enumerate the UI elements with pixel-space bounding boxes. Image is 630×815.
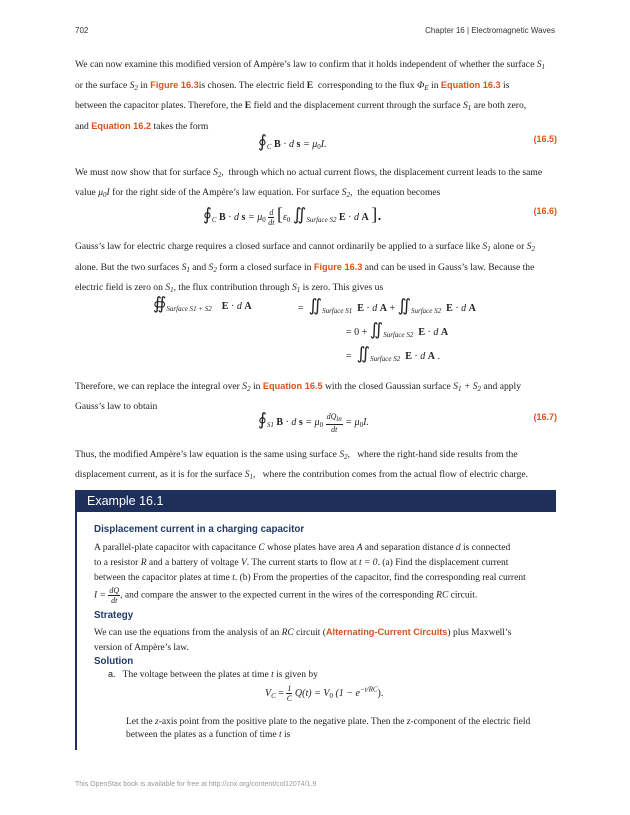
link-figure-16-3-b[interactable]: Figure 16.3 (313, 262, 363, 272)
equation-16-6: $∮_C$ B · d $s = \mu_0$ $\frac{d}{dt} [\varepsilon_0$ $∬_{Surface S2}$ E · d A ]. (16.6) (203, 204, 557, 228)
link-figure-16-3[interactable]: Figure 16.3 (150, 80, 199, 90)
page-number: 702 (75, 26, 89, 35)
voltage-equation: $V_C$ = $\frac{1}{C} Q(t) = V_0$ $(1 - e^{-t/RC})$. (265, 684, 384, 703)
strategy-heading: Strategy (94, 610, 134, 621)
equation-number: (16.7) (533, 412, 557, 422)
link-equation-16-5[interactable]: Equation 16.5 (262, 381, 323, 391)
equation-16-7: $∮_{S1}$ B · d $s = \mu_0$ $\frac{\text{dQin}}{dt} = \mu_0I$. (16.7) (258, 410, 557, 434)
example-side-rule (75, 512, 77, 750)
paragraph-3: Gauss’s law for electric charge requires a closed surface and cannot ordinarily be applied to a surface like $S_1$ alone or $S_2$ alone. But the two surfaces $S_1$ and $S_2$ form a closed surface in Figure 16.3 and can be used in Gauss’s law. Because the electric field is zero on $S_1$, the flux contribution through $S_1$ is zero. This gives us (75, 241, 535, 294)
paragraph-2: We must now show that for surface $S_2$, through which no actual current flows, the displacement current leads to the same value $\mu_0I$ for the right side of the Ampère’s law equation. For surface $S_2$, the equation becomes (75, 167, 543, 199)
example-problem: A parallel-plate capacitor with capacitance C whose plates have area A and separation distance d is connected to a resistor R and a battery of voltage V. The current starts to flow at t = 0. (a) Find the displacement current between the capacitor plates at time t. (b) From the properties of the capacitor, find the corresponding real current I = $\frac{dQ}{dt}$, and compare the answer to the expected current in the wires of the corresponding RC circuit. (94, 543, 526, 605)
strategy-text: We can use the equations from the analysis of an RC circuit (Alternating-Current Circuits) plus Maxwell’s version of Ampère’s law. (94, 627, 512, 653)
link-alternating-current-circuits[interactable]: Alternating-Current Circuits (325, 627, 448, 637)
example-title: Displacement current in a charging capacitor (94, 524, 305, 535)
solution-part-a-continued: Let the z-axis point from the positive plate to the negative plate. Then the z-component of the electric field between the plates as a function of time t is (126, 717, 531, 740)
gauss-equation-block: $∯_{Surface S1}$ $_{+ S2}$ E · d A = $∬_{Surface S1}$ E · d $A + ∬_{Surface S2}$ E · d A = $0 + ∬_{Surface S2}$ E · d A = $∬_{Surface S2}$ E · d A . (153, 294, 476, 363)
solution-part-a: a. The voltage between the plates at time t is given by (108, 669, 318, 680)
example-banner: Example 16.1 (75, 490, 556, 512)
paragraph-5: Thus, the modified Ampère’s law equation is the same using surface $S_2$, where the right-hand side results from the displacement current, as it is for the surface $S_1$, where the contribution comes from the actual flow of electric charge. (75, 449, 529, 481)
paragraph-1: We can now examine this modified version of Ampère’s law to confirm that it holds independent of whether the surface $S_1$ or the surface $S_2$ in Figure 16.3is chosen. The electric field E corresponding to the flux $\Phi_E$ in Equation 16.3 is between the capacitor plates. Therefore, the E field and the displacement current through the surface $S_1$ are both zero, and Equation 16.2 takes the form (75, 59, 546, 132)
symbol-s1: $S_1$ (536, 59, 546, 71)
paragraph-4: Therefore, we can replace the integral over $S_2$ in Equation 16.5 with the closed Gaussian surface $S_1 + S_2$ and apply Gauss’s law to obtain (75, 381, 522, 412)
vector-e: E (306, 80, 314, 91)
equation-16-5: $∮_C$ B · d $s = \mu_0I$. (16.5) (258, 132, 557, 151)
solution-heading: Solution (94, 656, 134, 667)
link-equation-16-3[interactable]: Equation 16.3 (440, 80, 501, 90)
equation-number: (16.5) (533, 134, 557, 144)
chapter-title: Chapter 16 | Electromagnetic Waves (425, 26, 555, 35)
footer-note: This OpenStax book is available for free at http://cnx.org/content/col12074/1.9 (75, 781, 317, 788)
link-equation-16-2[interactable]: Equation 16.2 (91, 121, 151, 131)
equation-number: (16.6) (533, 206, 557, 216)
